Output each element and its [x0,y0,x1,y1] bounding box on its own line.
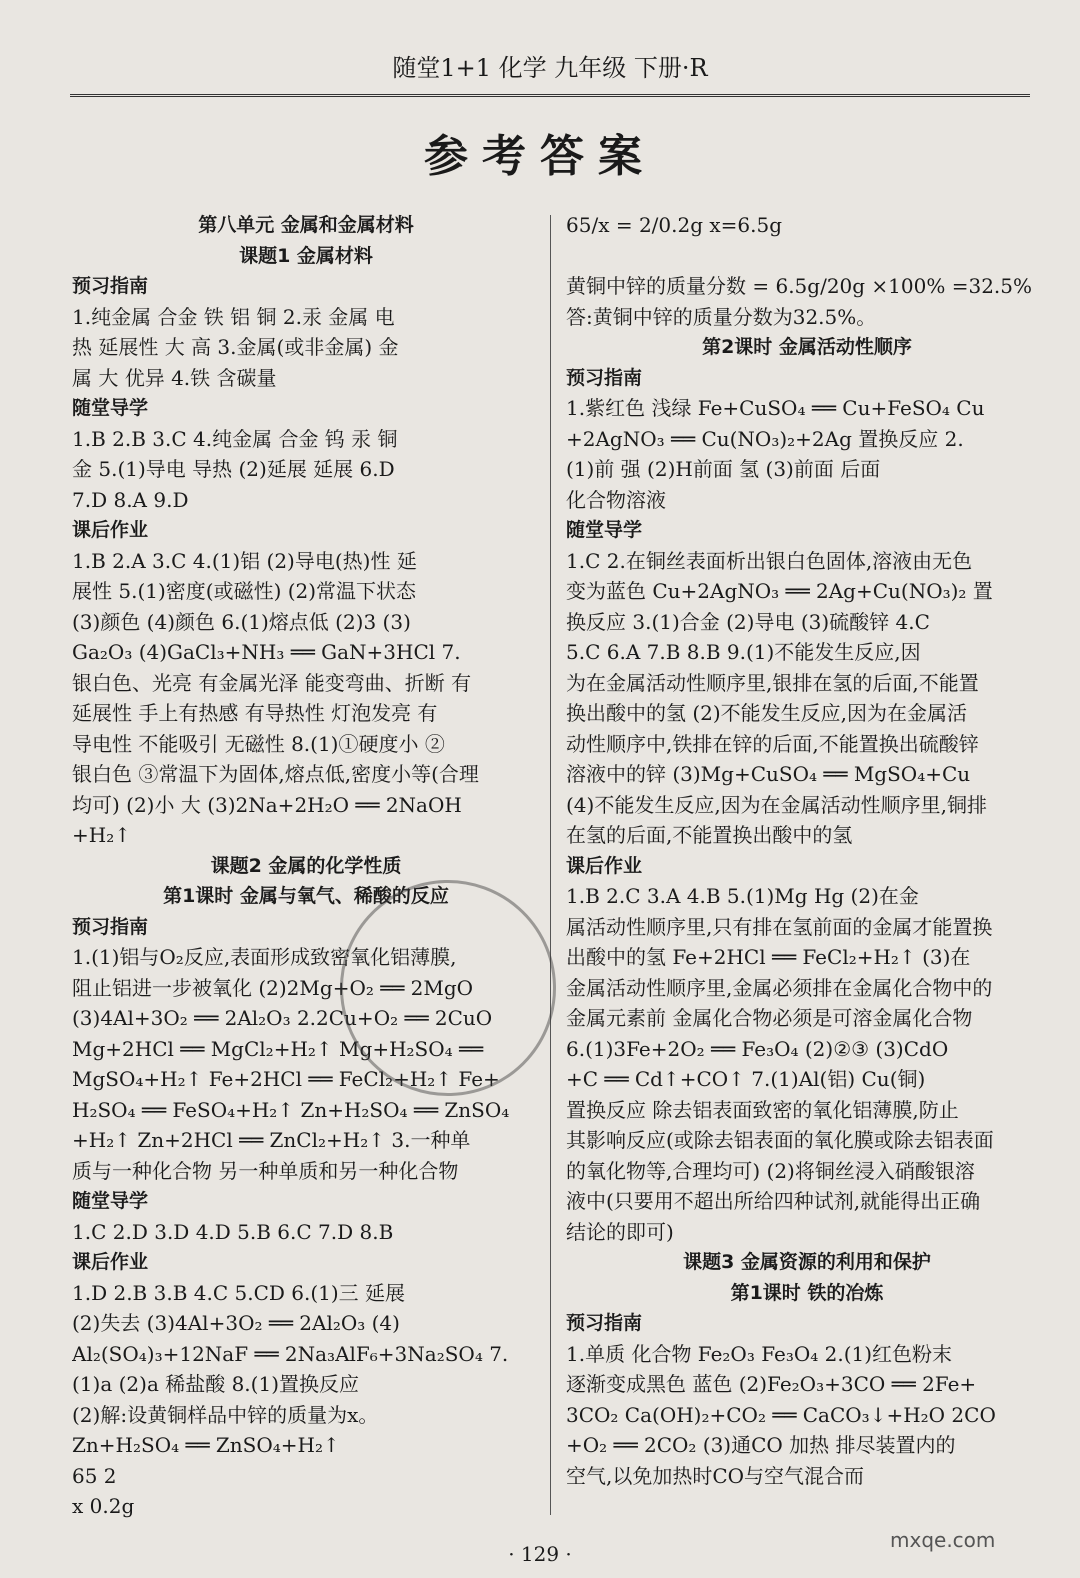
answer-line: 延展性 手上有热感 有导热性 灯泡发亮 有 [72,701,438,725]
chapter-heading: 第2课时 金属活动性顺序 [702,336,912,358]
answer-line: 结论的即可) [566,1219,674,1244]
answer-line: 属活动性顺序里,只有排在氢前面的金属才能置换 [566,914,993,939]
left-column [72,210,540,1522]
answer-line: x 0.2g [72,1494,135,1518]
answer-line: 1.纯金属 合金 铁 铝 铜 2.汞 金属 电 [72,304,395,329]
section-heading: 课后作业 [566,854,643,877]
running-header: 随堂1+1 化学 九年级 下册·R [70,48,1030,97]
answer-line: 1.D 2.B 3.B 4.C 5.CD 6.(1)三 延展 [72,1280,406,1305]
answer-line: 6.(1)3Fe+2O₂ ══ Fe₃O₄ (2)②③ (3)CdO [566,1036,949,1061]
answer-line: Al₂(SO₄)₃+12NaF ══ 2Na₃AlF₆+3Na₂SO₄ 7. [72,1341,509,1366]
answer-line: (2)解:设黄铜样品中锌的质量为x。 [72,1402,379,1427]
answer-line: 1.B 2.C 3.A 4.B 5.(1)Mg Hg (2)在金 [566,884,919,908]
answer-line: 1.单质 化合物 Fe₂O₃ Fe₃O₄ 2.(1)红色粉末 [566,1341,953,1366]
answer-line: +H₂↑ Zn+2HCl ══ ZnCl₂+H₂↑ 3.一种单 [72,1128,471,1152]
answer-line: 变为蓝色 Cu+2AgNO₃ ══ 2Ag+Cu(NO₃)₂ 置 [566,579,993,603]
answer-line: 1.B 2.B 3.C 4.纯金属 合金 钨 汞 铜 [72,426,398,451]
answer-line: 银白色、光亮 有金属光泽 能变弯曲、折断 有 [72,670,472,695]
section-heading: 预习指南 [566,1312,643,1334]
answer-line: 1.C 2.在铜丝表面析出银白色固体,溶液由无色 [566,548,973,573]
answer-line: 的氧化物等,合理均可) (2)将铜丝浸入硝酸银溶 [566,1158,975,1183]
answer-line: 出酸中的氢 Fe+2HCl ══ FeCl₂+H₂↑ (3)在 [566,945,971,969]
answer-line [566,241,1048,272]
answer-line: 动性顺序中,铁排在锌的后面,不能置换出硫酸锌 [566,731,979,756]
answer-line: 金属活动性顺序里,金属必须排在金属化合物中的 [566,975,993,1000]
answer-line: MgSO₄+H₂↑ Fe+2HCl ══ FeCl₂+H₂↑ Fe+ [72,1067,500,1091]
answer-line: 溶液中的锌 (3)Mg+CuSO₄ ══ MgSO₄+Cu [566,762,971,786]
answer-line: 1.紫红色 浅绿 Fe+CuSO₄ ══ Cu+FeSO₄ Cu [566,396,985,420]
answer-line: +2AgNO₃ ══ Cu(NO₃)₂+2Ag 置换反应 2. [566,426,964,451]
answer-line: 质与一种化合物 另一种单质和另一种化合物 [72,1158,459,1183]
chapter-heading: 课题1 金属材料 [239,244,373,267]
answer-line: 液中(只要用不超出所给四种试剂,就能得出正确 [566,1189,981,1213]
answer-line: 置换反应 除去铝表面致密的氧化铝薄膜,防止 [566,1097,959,1122]
answer-line: 7.D 8.A 9.D [72,487,189,512]
page-title: 参考答案 [424,131,656,182]
answer-line: 5.C 6.A 7.B 8.B 9.(1)不能发生反应,因 [566,640,921,664]
answer-line: 65/x = 2/0.2g x=6.5g [566,213,783,237]
page-number: · 129 · [508,1542,572,1566]
section-heading: 预习指南 [72,275,149,297]
answer-line: (1)前 强 (2)H前面 氢 (3)前面 后面 [566,457,881,481]
answer-line: 金 5.(1)导电 导热 (2)延展 延展 6.D [72,457,395,481]
answer-line: 均可) (2)小 大 (3)2Na+2H₂O ══ 2NaOH [72,792,462,817]
answer-line: 黄铜中锌的质量分数 = 6.5g/20g ×100% =32.5% [566,274,1033,298]
answer-line: +O₂ ══ 2CO₂ (3)通CO 加热 排尽装置内的 [566,1433,956,1457]
section-heading: 随堂导学 [72,1190,149,1212]
answer-line: H₂SO₄ ══ FeSO₄+H₂↑ Zn+H₂SO₄ ══ ZnSO₄ [72,1097,510,1122]
answer-line: Mg+2HCl ══ MgCl₂+H₂↑ Mg+H₂SO₄ ══ [72,1036,484,1061]
section-heading: 课后作业 [72,519,149,541]
answer-line: 65 2 [72,1463,117,1488]
answer-line: (2)失去 (3)4Al+3O₂ ══ 2Al₂O₃ (4) [72,1311,400,1335]
answer-line: +H₂↑ [72,823,131,847]
answer-line: 其影响反应(或除去铝表面的氧化膜或除去铝表面 [566,1128,994,1152]
answer-line: 3CO₂ Ca(OH)₂+CO₂ ══ CaCO₃↓+H₂O 2CO [566,1402,996,1427]
answer-line: 化合物溶液 [566,487,666,512]
section-heading: 预习指南 [72,915,149,938]
answer-line: 换出酸中的氢 (2)不能发生反应,因为在金属活 [566,701,968,725]
answer-line: 为在金属活动性顺序里,银排在氢的后面,不能置 [566,670,979,695]
answer-line: (3)4Al+3O₂ ══ 2Al₂O₃ 2.2Cu+O₂ ══ 2CuO [72,1006,493,1030]
answer-line: (3)颜色 (4)颜色 6.(1)熔点低 (2)3 (3) [72,609,411,634]
chapter-heading: 第1课时 金属与氧气、稀酸的反应 [163,885,449,907]
section-heading: 预习指南 [566,366,643,389]
answer-line: +C ══ Cd↑+CO↑ 7.(1)Al(铝) Cu(铜) [566,1067,926,1091]
answer-line: Zn+H₂SO₄ ══ ZnSO₄+H₂↑ [72,1433,340,1457]
site-watermark: mxqe.com [890,1528,996,1552]
answer-line: 属 大 优异 4.铁 含碳量 [72,365,277,390]
answer-line: 银白色 ③常温下为固体,熔点低,密度小等(合理 [72,762,479,786]
answer-line: 在氢的后面,不能置换出酸中的氢 [566,823,853,847]
answer-line: 1.C 2.D 3.D 4.D 5.B 6.C 7.D 8.B [72,1219,394,1244]
chapter-heading: 第八单元 金属和金属材料 [198,214,414,236]
answer-line: (4)不能发生反应,因为在金属活动性顺序里,铜排 [566,792,988,817]
answer-line: 金属元素前 金属化合物必须是可溶金属化合物 [566,1006,973,1030]
section-heading: 随堂导学 [566,519,643,541]
answer-line: 阻止铝进一步被氧化 (2)2Mg+O₂ ══ 2MgO [72,975,474,1000]
answer-line: 空气,以免加热时CO与空气混合而 [566,1463,865,1488]
chapter-heading: 第1课时 铁的冶炼 [730,1281,884,1304]
answer-line: 导电性 不能吸引 无磁性 8.(1)①硬度小 ② [72,731,445,756]
answer-line: 答:黄铜中锌的质量分数为32.5%。 [566,304,877,329]
answer-line: 展性 5.(1)密度(或磁性) (2)常温下状态 [72,579,417,603]
column-divider [550,215,551,1515]
answer-line: 热 延展性 大 高 3.金属(或非金属) 金 [72,335,399,359]
right-column [566,210,1048,1491]
answer-line: 换反应 3.(1)合金 (2)导电 (3)硫酸锌 4.C [566,609,930,634]
answer-line: (1)a (2)a 稀盐酸 8.(1)置换反应 [72,1372,359,1396]
section-heading: 课后作业 [72,1251,149,1273]
section-heading: 随堂导学 [72,397,149,419]
answer-line: 1.(1)铝与O₂反应,表面形成致密氧化铝薄膜, [72,945,457,969]
answer-line: 逐渐变成黑色 蓝色 (2)Fe₂O₃+3CO ══ 2Fe+ [566,1372,977,1396]
answer-line: Ga₂O₃ (4)GaCl₃+NH₃ ══ GaN+3HCl 7. [72,640,461,664]
chapter-heading: 课题2 金属的化学性质 [210,854,402,877]
chapter-heading: 课题3 金属资源的利用和保护 [683,1251,931,1273]
answer-line: 1.B 2.A 3.C 4.(1)铝 (2)导电(热)性 延 [72,548,417,573]
